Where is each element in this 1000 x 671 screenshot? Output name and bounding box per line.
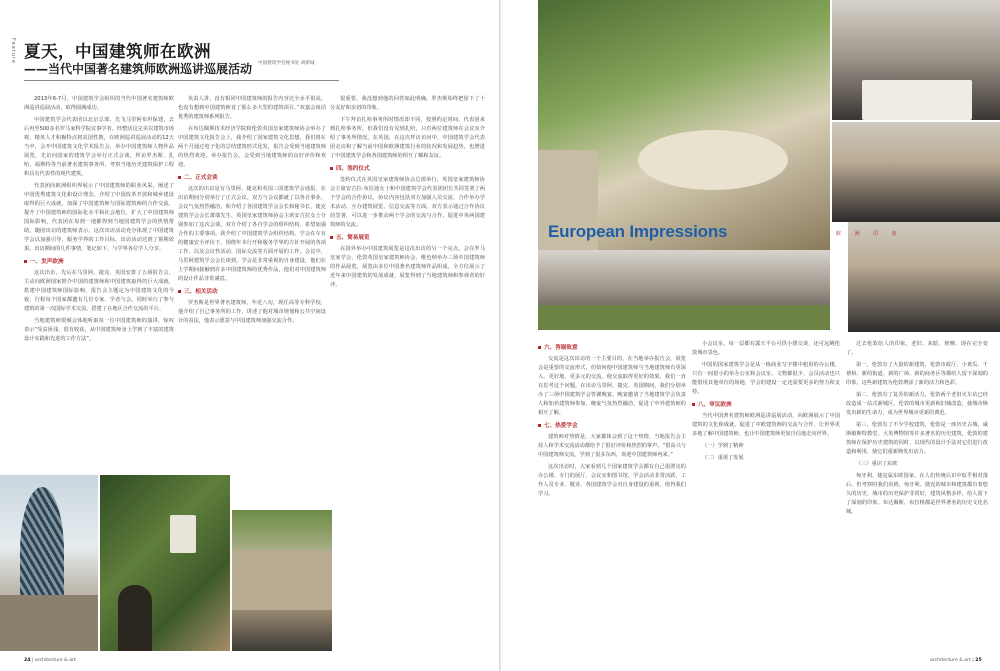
section-heading: 六、答谢致意	[538, 344, 686, 353]
section-heading: 七、热爱学会	[538, 422, 686, 431]
paragraph: 中国建筑学会代表团以北京总部、先飞马里阿布坦保建，去后再至500多名罗马家科学院议事学者，经整活这完美以建筑市场将，精英人才积极特点将其国性教，在欧洲巡讲巡展活动的12天当中，会开中国建筑文化学术报告会，举办中国建筑师人物作品展览，先访问国家的建筑学会举行正式会谈，拜访罗杰斯、扎哈、福斯特等当前著名建筑事务所，考察当地历史建筑保护工程和具有代表性的现代建筑。	[24, 117, 174, 177]
text-column-2	[178, 95, 326, 475]
paragraph: 很重要，我没想到他的回答如此明确。罗杰斯始终把留下了十分友好和亲切的印象。	[330, 96, 485, 111]
garden-courtyard-photo	[232, 510, 332, 651]
delegation-walk-photo	[538, 250, 830, 330]
table	[862, 80, 972, 120]
paragraph: 交流是这次出访的一个主要目的，在当地举办报告会，展览会是重要的交流形式，但如何使中国建筑师与当地建筑师有更深入、更好地、更多元的交流，使交流取得更好的效果，我们一直在思考这个问题。在出访马里阿、捷克、英国期间，我们分别举办了三场中国建筑学会答谢晚宴。晚宴邀请了当地建筑学会负责人和知名建筑师参加，晚宴气氛热烈融洽，促进了中外建筑师的相互了解。	[538, 356, 686, 416]
paragraph: 建筑师对热情是，大家都体会到了这个热情，当地报告会主持人和学术交流活动都给予了很好评价和热烈的掌声。“很高兴与中国建筑师交流，学到了很多东西，欢迎中国建筑师再来。”	[538, 434, 686, 458]
subheading: （三）重识了东欧	[856, 461, 898, 467]
section-heading: 一、发声欧洲	[24, 258, 174, 267]
magazine-name-right: architecture & art	[930, 658, 971, 663]
paragraph: 匈牙利、捷克属东欧国家，在人们传统认识中似乎相对落后，但考察时我们看到，匈牙利、捷克的城市和建筑都有着悠久的历史，城市的历史保护非常好，建筑风格多样，给人留下了深刻的印象。布达佩斯、布拉格都是世界著名的历史文化名城。	[846, 473, 988, 515]
gherkin-tower-photo	[0, 475, 98, 651]
paragraph: 当地建筑师裂倾会体地听取每一位中国建筑师的演讲，惊叹表示“受益匪浅、很有收获，从中国建筑师身上学到了丰富的建筑设计实践和先进的工作方法”。	[24, 318, 174, 342]
article-subtitle: ——当代中国著名建筑师欧洲巡讲巡展活动	[24, 62, 253, 76]
building-facade	[0, 595, 98, 651]
paragraph: 这次出访时，大家看到几个国家建筑学会都有自己很漂亮的办公楼、专门的展厅、会议室和图书馆，学会活动非常活跃，工作人员专业、敬业，各国建筑学会对自身建设的重视，值得我们学习。	[538, 464, 686, 497]
delegation-group-photo	[848, 222, 1000, 332]
text-column-6	[846, 340, 988, 652]
garden-reception-photo	[538, 0, 830, 250]
paragraph: 这次出访，先后在马里阿、捷克、英国安排了五场报告会，主动向欧洲国家推介中国的建筑师和中国建筑取得的巨大成就，搭建中国建筑师国际影响，报告会主题定为中国建筑文化的今貌，行程每个国家都邀有几位专家、学者与会。同时举行了参与建筑的第一次国际学术交流，搭建了在地区合作交流的平台。	[24, 270, 174, 312]
text-column-5	[692, 340, 840, 652]
paragraph: 中国的国家建筑学会是从一栋商业写字楼中租用的办公楼，只有一间很小的单办公室和会议室，文物都很少，会员活动也只能借用其他单位的场地，学会的建设一定还需要更多的努力和支持。	[692, 362, 840, 395]
section-heading: 四、签约仪式	[330, 165, 485, 174]
footer-right: architecture & art | 25	[930, 658, 982, 663]
page-number-right: 25	[975, 658, 982, 663]
paragraph: 小会议室，每一层都有露天平台可供小憩交谈，还可远眺伦敦城市景色。	[692, 341, 840, 356]
paragraph: 第二，伦敦有了复苏的新活力，伦敦两个老旧火车站已经改造成一站式新城区，伦敦的城市更新和旧城改造，使城市焕发出新的生命力，成为世界城市更新的典范。	[846, 392, 988, 416]
paragraph: 在国外举办中国建筑展览是这次出访的另一个亮点。会在罗马皇家学会、伦敦英国皇家建筑师协会、维也纳举办三场中国建筑师的作品展览，展览由多位中国著名建筑师作品组成，全方位展示了近年来中国建筑的发展成就，展览得到了当地建筑师和参观者的好评。	[330, 246, 485, 288]
white-window	[170, 515, 196, 553]
signing-ceremony-photo	[832, 0, 1000, 120]
paragraph: 签约仪式在英国皇家建筑师协会总部举行，英国皇家建筑师协会主席安吉拉·布拉迪女士和中国建筑学会代表团团长共同签署了两个学会的合作协议，协议内容包括双方加强人员交流、合作举办学术活动、互办建筑展览、信息交流等方面。双方表示通过合作协议的签署，可以进一步推动两个学会的交流与合作，促进中英两国建筑师的交流。	[330, 177, 485, 228]
section-heading: 八、审议欧洲	[692, 401, 840, 410]
paragraph: 这次的出访是有马里阿、捷克和英国三国建筑学会通报，在出访期间分别举行了正式会议。双方与会议都就了以各自事业、会议气氛热烈融洽，和介绍了各国建筑学会会长和秘书长，捷克建筑学会会长萧瑞先生、英国皇家建筑师协会主席安吉拉女士分别参加了这次会谈。双方介绍了各自学会的组织结构、希望加强合作的主要事项。我介绍了中国建筑学会组织结构、学会在车有的健康安全评价下，围绕年本行开和服务学界的方针开展的各项工作，以及会议性活动、国际交流等方面开展的工作。会议中，马里阿建筑学会会长谈到，学会是非常重视的自身建设，他们在上学期间接触到许多中国建筑师的优秀作品，他们对中国建筑师的设计作品非常满意。	[178, 186, 326, 282]
gate-arch	[118, 585, 152, 651]
section-heading: 五、简易展览	[330, 234, 485, 243]
section-heading: 二、正式会谈	[178, 174, 326, 183]
subheading: （一）学到了精神	[702, 443, 744, 449]
paragraph: 2013年6-7月，中国建筑学会组织的当代中国著名建筑师欧洲巡讲巡展活动，取得圆满成功。	[24, 96, 174, 111]
photo-essay-title-zh: 欧 洲 印 象	[836, 231, 903, 237]
courtyard-building	[232, 550, 332, 610]
text-column-1	[24, 95, 174, 475]
article-title: 夏天，中国建筑师在欧洲	[24, 42, 211, 61]
paragraph: 第一，伦敦有了大量的新建筑，伦敦市政厅、小黄瓜、千禧桥、新的街道、新的广场、新的商务区等都给人留下深刻的印象，这些新建筑为伦敦增添了新的活力和色彩。	[846, 362, 988, 386]
paragraph: 在布达佩斯技术经济学院和伦敦英国皇家建筑师协会举办了中国建筑文化报告会上，我介绍了国家建筑文化思想，我们将在两个月通过电子化的总结建筑形式化发，报告会受到当地建筑师的热烈欢迎。举办报告会，会受到当地建筑师的良好评价和欢迎。	[178, 126, 326, 168]
subheading: （二）重视了发展	[702, 455, 744, 461]
paragraph: 当代中国著名建筑师欧洲巡讲巡展活动，向欧洲展示了中国建筑的文化和成就，促进了中欧建筑师的交流与合作，让世界更多地了解中国建筑师，也让中国建筑师更加自信地走向世界。	[692, 413, 840, 437]
page-number-left: 24	[24, 658, 31, 663]
fountain	[638, 130, 788, 190]
paragraph: 代表团向欧洲组织界展示了中国建筑师的职业风采，阐述了中国优秀建筑文化和设计理念，介绍了中国改革开放和城乡建设取得的巨大成就，加深了中国建筑师与国际建筑师的合作交流，提升了中国建筑师的国际化水平和社会地位，扩大了中国建筑师国际影响，代表团在每到一地都得到当地国建筑学会的热情帮助，随团出访的建筑师表示，这次出访活动充分体现了中国建筑学会以加强引导、服务学界的工作目标，出访活动达到了预期效果。出访期间的几件事情，笔记如下，与学界各位学人分享。	[24, 183, 174, 252]
section-heading: 三、相关活动	[178, 288, 326, 297]
magazine-name-left: architecture & art	[34, 658, 76, 663]
paragraph: 下午拜访扎哈事务所时情况却不同，按照约定时间，代表团来到扎哈事务所，但我们没有见到扎哈，只有两位建筑师在会议室介绍了事务所情况。在英国，在这次拜访访问中，中国建筑学会代表团走访和了解当前中国和欧洲建筑行业的状况和发展趋势，也增进了中国建筑学会和各国建筑师的相互了解和友谊。	[330, 117, 485, 159]
paragraph: 负责人讲，没有相同中国建筑师的报告内容达全水平很高，也没有想到中国建筑师竟了那么多大型的建筑项目。”双嘉会谈话优秀的建筑师系列报告。	[178, 96, 326, 120]
paragraph: 罗杰斯是世界著名建筑师，年近八旬，现任高等专科学校，他介绍了自己事务所的工作，讲述了他对城市规划和公共空间设计的看法，他表示愿意与中国建筑师加强交流合作。	[178, 300, 326, 324]
photo-essay-title: European Impressions	[548, 222, 728, 241]
footer-left: 24 | architecture & art	[24, 658, 76, 663]
group-photo-women	[832, 122, 1000, 222]
paragraph: 过去伦敦给人的印象，老旧、灰暗、傍晚、现在完全变了。	[846, 341, 988, 356]
paragraph: 第三，伦敦有了不少学校建筑，伦敦是一座历史古城，威斯敏斯特教堂、大英博物馆等许多著名的历史建筑，伦敦的建筑师在保护历史建筑的同时，以现代的设计手法对它们进行改造和利用，使它们重新焕发出活力。	[846, 422, 988, 455]
article-author: 中国建筑学会秘书处 胡新城	[258, 61, 315, 66]
page-gutter	[499, 0, 501, 671]
text-column-4	[538, 340, 686, 652]
section-tab: Feature	[10, 38, 16, 64]
text-column-3	[330, 95, 485, 650]
title-rule	[24, 80, 339, 81]
ivy-courtyard-photo	[100, 475, 230, 651]
lawn	[538, 305, 830, 330]
